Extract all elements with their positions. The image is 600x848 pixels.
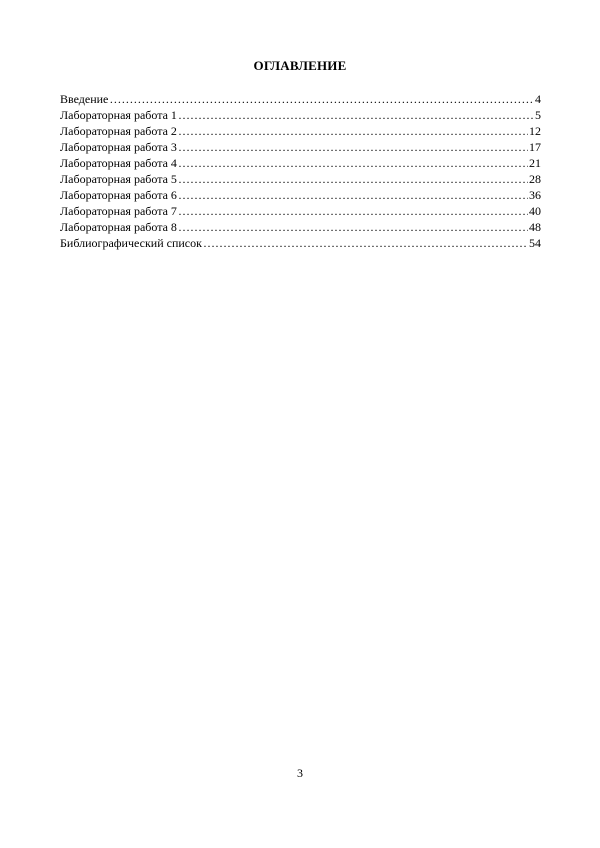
toc-entry-label: Лабораторная работа 1 (60, 108, 177, 122)
dot-leader (178, 139, 528, 155)
toc-entry-page: 28 (529, 172, 541, 186)
toc-entry-page: 36 (529, 188, 541, 202)
toc-entry-label: Лабораторная работа 3 (60, 140, 177, 154)
toc-entry-page: 40 (529, 204, 541, 218)
toc-entry-label: Библиографический список (60, 236, 202, 250)
dot-leader (178, 219, 528, 235)
toc-entry-label: Введение (60, 92, 109, 106)
dot-leader (109, 91, 534, 107)
toc-entry-lab-1[interactable] (60, 107, 541, 123)
dot-leader (203, 235, 528, 251)
toc-entry-lab-5[interactable] (60, 171, 541, 187)
toc-entry-page: 17 (529, 140, 541, 154)
toc-entry-label: Лабораторная работа 5 (60, 172, 177, 186)
toc-entry-lab-2[interactable] (60, 123, 541, 139)
toc-entry-page: 48 (529, 220, 541, 234)
dot-leader (178, 123, 528, 139)
toc-entry-page: 54 (529, 236, 541, 250)
toc-entry-lab-8[interactable] (60, 219, 541, 235)
toc-entry-lab-7[interactable] (60, 203, 541, 219)
toc-entry-label: Лабораторная работа 8 (60, 220, 177, 234)
toc-entry-label: Лабораторная работа 2 (60, 124, 177, 138)
toc-entry-page: 12 (529, 124, 541, 138)
page-number: 3 (297, 766, 303, 780)
toc-entry-page: 5 (535, 108, 541, 122)
toc-entry-page: 21 (529, 156, 541, 170)
toc-entry-lab-4[interactable] (60, 155, 541, 171)
dot-leader (178, 171, 528, 187)
toc-entry-lab-3[interactable] (60, 139, 541, 155)
toc-entry-label: Лабораторная работа 6 (60, 188, 177, 202)
table-of-contents (60, 91, 541, 251)
toc-entry-introduction[interactable] (60, 91, 541, 107)
toc-title: ОГЛАВЛЕНИЕ (253, 58, 347, 73)
dot-leader (178, 107, 534, 123)
toc-entry-bibliography[interactable] (60, 235, 541, 251)
toc-entry-page: 4 (535, 92, 541, 106)
dot-leader (178, 155, 528, 171)
dot-leader (178, 203, 528, 219)
toc-entry-label: Лабораторная работа 7 (60, 204, 177, 218)
toc-entry-label: Лабораторная работа 4 (60, 156, 177, 170)
dot-leader (178, 187, 528, 203)
toc-entry-lab-6[interactable] (60, 187, 541, 203)
